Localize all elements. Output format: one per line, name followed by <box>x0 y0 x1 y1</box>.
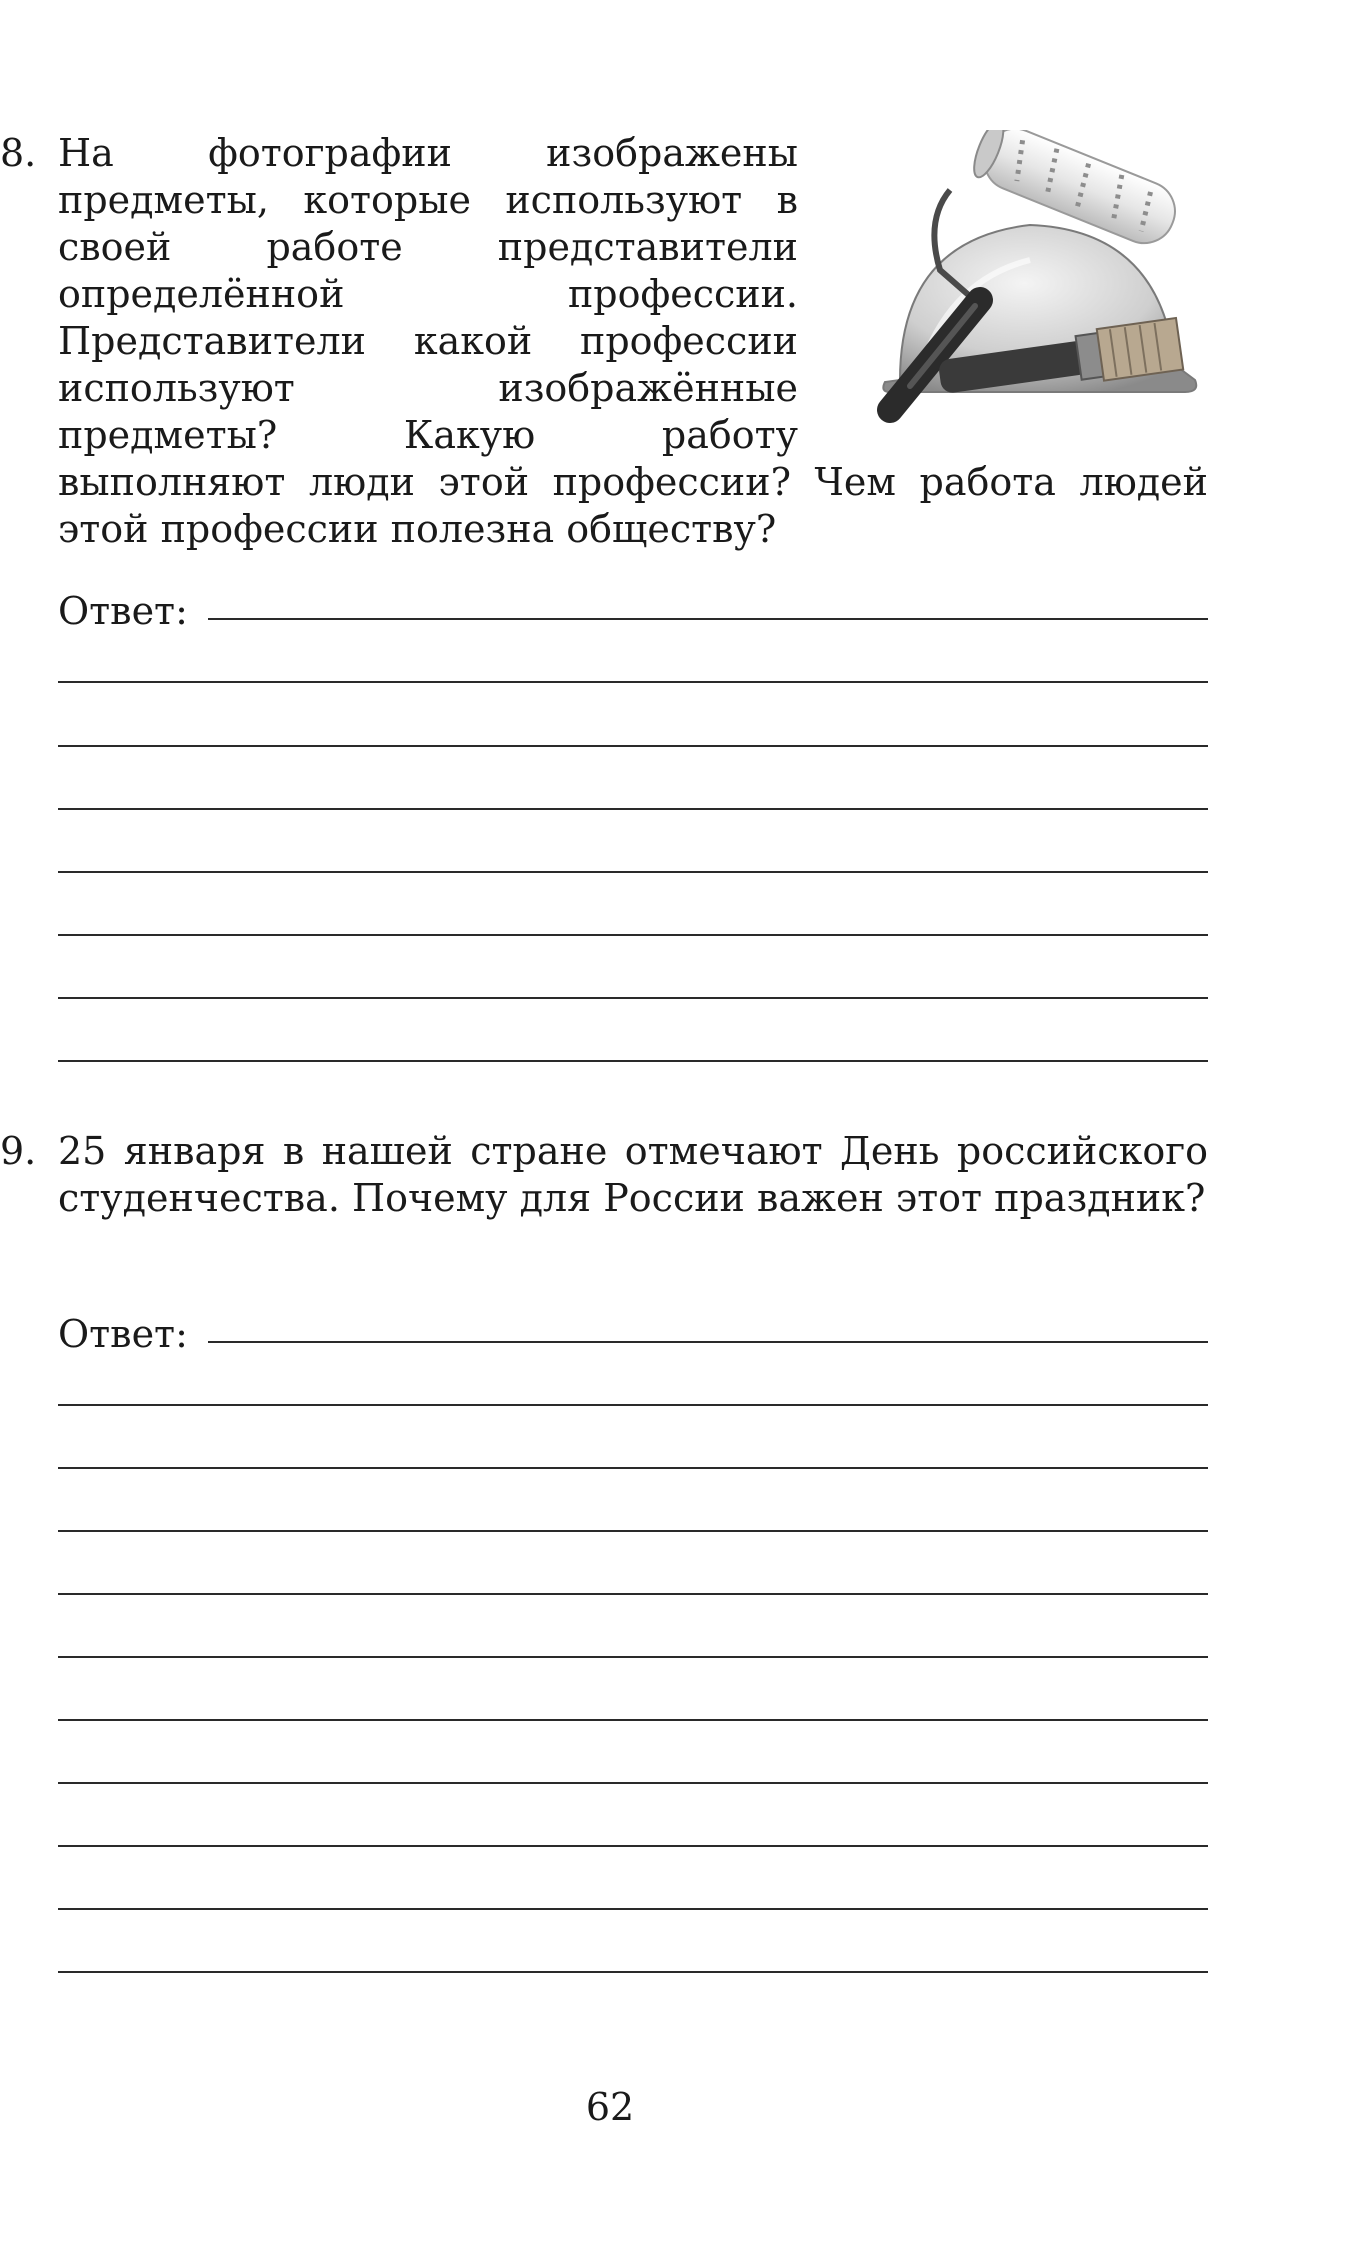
answer-line-9-4[interactable] <box>58 1530 1208 1532</box>
task-9-number: 9. <box>0 1129 37 1173</box>
page-number: 62 <box>585 2085 635 2129</box>
task-8-question: На фотографии изображены предметы, которые используют в своей работе представители определённой профессии. Представители какой профессии используют изображённые предметы? Какую работу выполняют люди этой профессии? Чем работа людей этой профессии полезна обществу? <box>58 131 1208 551</box>
answer-line-9-9[interactable] <box>58 1845 1208 1847</box>
professional-tools-photo <box>830 130 1210 440</box>
task-8-answer-label: Ответ: <box>58 589 188 633</box>
answer-line-9-7[interactable] <box>58 1719 1208 1721</box>
task-9-answer-label: Ответ: <box>58 1312 188 1356</box>
answer-line-8-6[interactable] <box>58 934 1208 936</box>
task-8-number: 8. <box>0 131 37 175</box>
answer-line-9-10[interactable] <box>58 1908 1208 1910</box>
answer-line-8-5[interactable] <box>58 871 1208 873</box>
answer-line-8-3[interactable] <box>58 745 1208 747</box>
paint-roller-helmet-brush-icon <box>830 130 1210 440</box>
answer-line-8-7[interactable] <box>58 997 1208 999</box>
answer-line-9-2[interactable] <box>58 1404 1208 1406</box>
answer-line-9-6[interactable] <box>58 1656 1208 1658</box>
answer-line-8-4[interactable] <box>58 808 1208 810</box>
answer-line-9-8[interactable] <box>58 1782 1208 1784</box>
answer-line-9-5[interactable] <box>58 1593 1208 1595</box>
answer-line-8-8[interactable] <box>58 1060 1208 1062</box>
task-9-text: 25 января в нашей стране отмечают День российского студенчества. Почему для России важен этот праздник? <box>58 1129 1208 1220</box>
answer-line-9-11[interactable] <box>58 1971 1208 1973</box>
answer-line-9-3[interactable] <box>58 1467 1208 1469</box>
answer-line-9-1[interactable] <box>208 1341 1208 1343</box>
answer-line-8-1[interactable] <box>208 618 1208 620</box>
answer-line-8-2[interactable] <box>58 681 1208 683</box>
